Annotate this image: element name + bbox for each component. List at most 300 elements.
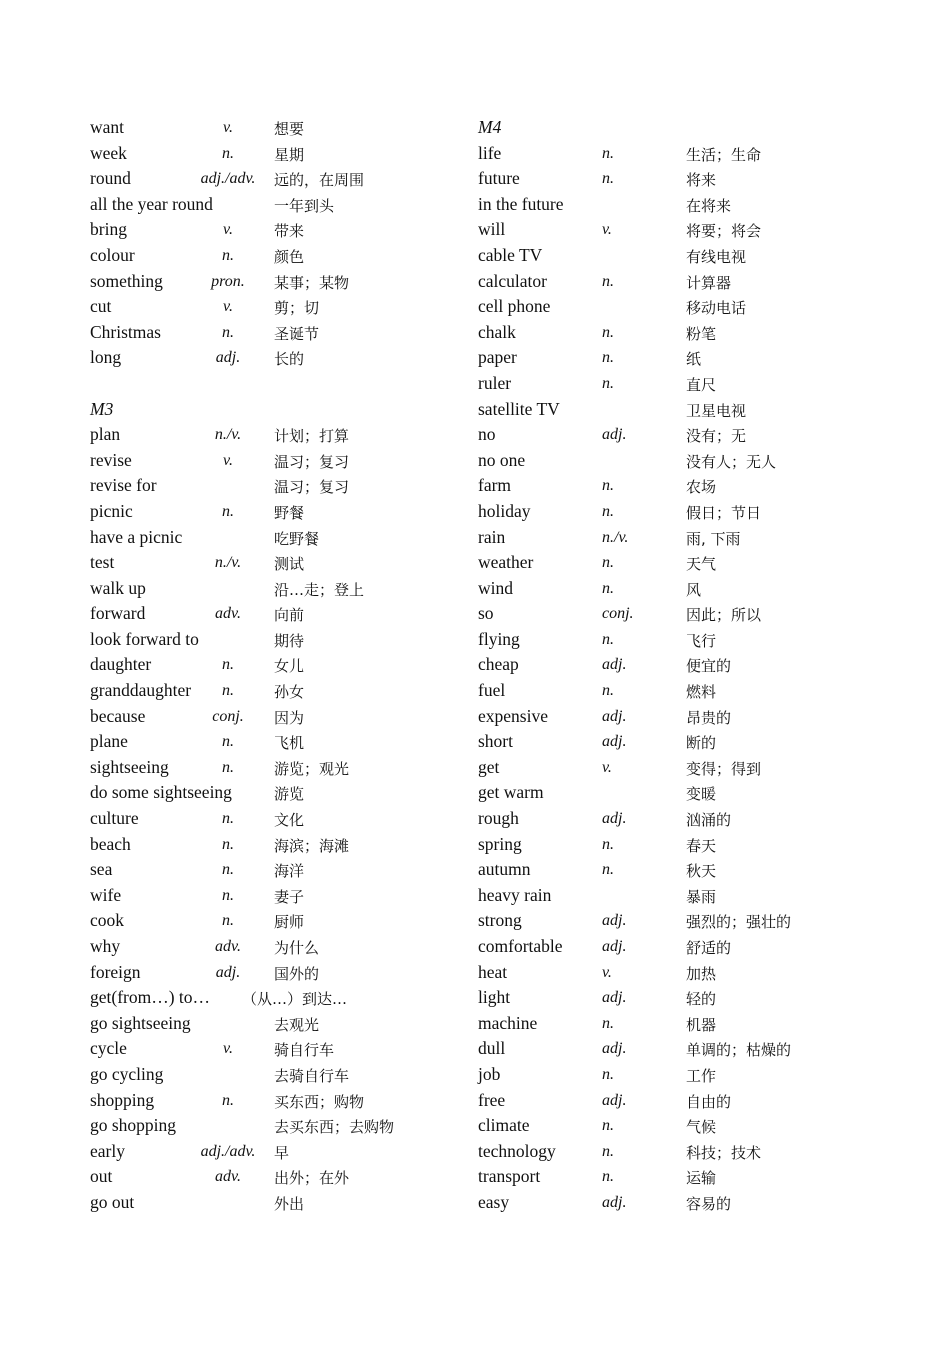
vocab-meaning: 春天 [686, 836, 717, 855]
vocab-row [90, 1036, 470, 1062]
vocab-word: heavy rain [478, 884, 552, 905]
part-of-speech: adv. [215, 938, 241, 955]
vocab-row [478, 166, 878, 192]
vocab-meaning: 文化 [274, 811, 305, 830]
vocab-row-special [90, 985, 470, 1011]
vocab-row [478, 729, 878, 755]
part-of-speech: conj. [212, 707, 244, 725]
vocab-word: no one [478, 449, 526, 470]
vocab-row [478, 755, 878, 781]
part-of-speech: n. [602, 144, 614, 162]
vocab-meaning: 颜色 [274, 247, 305, 266]
vocab-meaning: 汹涌的 [686, 811, 732, 830]
vocab-row [90, 217, 470, 243]
vocab-meaning: 出外；在外 [274, 1169, 350, 1188]
vocab-meaning: 秋天 [686, 862, 717, 881]
vocab-word: holiday [478, 500, 531, 521]
vocab-row [478, 525, 878, 551]
vocab-row [90, 780, 470, 806]
vocab-row [478, 934, 878, 960]
vocab-row [90, 729, 470, 755]
part-of-speech: adj. [602, 1040, 627, 1058]
vocab-row [90, 243, 470, 269]
vocab-word: strong [478, 910, 522, 931]
part-of-speech: n. [222, 144, 234, 162]
vocab-word: all the year round [90, 193, 213, 214]
vocab-row [90, 525, 470, 551]
vocab-meaning: 有线电视 [686, 247, 747, 266]
vocab-meaning: 将要；将会 [686, 222, 762, 241]
vocab-word: so [478, 603, 494, 624]
vocab-row [90, 832, 470, 858]
vocab-word: autumn [478, 859, 531, 880]
vocab-row [478, 627, 878, 653]
vocab-word: go out [90, 1191, 135, 1212]
vocab-row [90, 166, 470, 192]
vocab-word: chalk [478, 321, 516, 342]
vocab-meaning: 飞机 [274, 734, 305, 753]
vocab-word: calculator [478, 270, 547, 291]
vocab-meaning: 变得；得到 [686, 759, 762, 778]
vocab-meaning: 去骑自行车 [274, 1066, 350, 1085]
part-of-speech: n. [602, 1014, 614, 1032]
part-of-speech: v. [602, 221, 612, 239]
blank-row [90, 371, 470, 397]
part-of-speech: n. [602, 272, 614, 290]
part-of-speech: n./v. [214, 554, 242, 572]
vocab-row [90, 934, 470, 960]
part-of-speech: n. [222, 1091, 234, 1109]
vocab-row [478, 1011, 878, 1037]
vocab-row [478, 217, 878, 243]
section-heading-m4: M4 [478, 117, 502, 137]
vocab-row [478, 499, 878, 525]
vocab-row [478, 576, 878, 602]
vocab-word: long [90, 347, 122, 368]
vocab-row [90, 269, 470, 295]
vocab-row [478, 345, 878, 371]
part-of-speech: n. [222, 886, 234, 904]
vocab-meaning: 天气 [686, 555, 717, 574]
vocab-meaning: 纸 [686, 350, 702, 369]
part-of-speech: adj. [602, 912, 627, 930]
vocab-row [478, 294, 878, 320]
vocab-word: future [478, 168, 520, 189]
part-of-speech: v. [223, 1040, 233, 1058]
vocab-word: farm [478, 475, 512, 496]
vocab-word: want [90, 117, 125, 137]
vocab-row [90, 115, 470, 141]
part-of-speech: n. [602, 170, 614, 188]
vocab-meaning: 便宜的 [686, 657, 732, 676]
vocab-word: no [478, 424, 496, 445]
vocab-word: weather [478, 552, 534, 573]
right-column [478, 115, 878, 1216]
part-of-speech: n. [602, 323, 614, 341]
vocab-word: shopping [90, 1089, 155, 1110]
part-of-speech: adj. [602, 1193, 627, 1211]
vocab-meaning: 直尺 [686, 375, 717, 394]
part-of-speech: adj. [602, 707, 627, 725]
vocab-meaning: 昂贵的 [686, 708, 732, 727]
vocab-row [478, 192, 878, 218]
part-of-speech: conj. [602, 605, 634, 623]
vocab-row [90, 960, 470, 986]
vocab-meaning: 移动电话 [686, 299, 747, 318]
vocab-word: have a picnic [90, 526, 183, 547]
vocab-list-m3-cont [90, 1011, 470, 1216]
vocab-word: machine [478, 1012, 538, 1033]
vocab-row [478, 1139, 878, 1165]
vocab-row [478, 320, 878, 346]
vocab-word: week [90, 142, 127, 163]
vocab-word: walk up [90, 577, 146, 598]
part-of-speech: adj. [215, 963, 241, 981]
vocab-meaning: 强烈的；强壮的 [686, 913, 792, 932]
vocab-row [90, 192, 470, 218]
vocab-word: cycle [90, 1038, 127, 1059]
vocab-meaning: 将来 [686, 171, 717, 190]
vocab-word: comfortable [478, 936, 563, 956]
vocab-row [90, 883, 470, 909]
vocab-meaning: 早 [274, 1143, 290, 1162]
vocab-word: go shopping [90, 1115, 177, 1136]
vocab-word: dull [478, 1038, 506, 1059]
vocab-row [90, 1190, 470, 1216]
vocab-word: short [478, 731, 513, 752]
vocab-word: cheap [478, 654, 519, 675]
vocab-row [90, 627, 470, 653]
vocab-meaning: 野餐 [274, 503, 305, 522]
vocab-word: job [478, 1063, 501, 1084]
vocab-row [90, 678, 470, 704]
vocab-word: revise for [90, 475, 157, 496]
vocab-word: wind [478, 577, 513, 598]
vocab-row [478, 243, 878, 269]
vocab-word: culture [90, 808, 139, 829]
part-of-speech: n. [602, 1168, 614, 1186]
vocab-word: fuel [478, 680, 506, 701]
vocab-word: in the future [478, 193, 564, 214]
vocab-word: ruler [478, 372, 512, 393]
vocab-word: get [478, 756, 500, 777]
vocab-row [90, 755, 470, 781]
vocab-meaning: 海滨；海滩 [274, 836, 350, 855]
vocab-meaning: 暴雨 [686, 887, 717, 906]
part-of-speech: n. [222, 733, 234, 751]
vocab-word: cook [90, 910, 125, 931]
vocab-meaning: 星期 [274, 145, 305, 164]
vocab-word: transport [478, 1166, 541, 1187]
part-of-speech: n. [602, 554, 614, 572]
vocab-meaning: 因此；所以 [686, 606, 762, 625]
vocab-meaning: 在将来 [686, 196, 732, 215]
part-of-speech: adj. [602, 733, 627, 751]
vocab-word: life [478, 142, 502, 163]
vocab-word: beach [90, 833, 131, 854]
vocab-meaning: 卫星电视 [686, 401, 747, 420]
vocab-word: bring [90, 219, 127, 240]
part-of-speech: adj. [602, 810, 627, 828]
vocab-meaning: 没有；无 [686, 427, 747, 446]
part-of-speech: adj. [602, 426, 627, 444]
part-of-speech: n./v. [214, 426, 242, 444]
vocab-word: colour [90, 244, 135, 265]
part-of-speech: v. [223, 451, 233, 469]
vocab-row [90, 1088, 470, 1114]
vocab-word: paper [478, 347, 517, 368]
vocab-meaning: 孙女 [274, 683, 305, 702]
part-of-speech: n./v. [602, 528, 629, 546]
part-of-speech: n. [222, 682, 234, 700]
part-of-speech: v. [223, 119, 233, 136]
vocab-word: round [90, 168, 131, 189]
vocab-row [478, 397, 878, 423]
vocab-meaning: 科技；技术 [686, 1143, 762, 1162]
vocab-meaning: 想要 [274, 120, 305, 138]
section-heading-m3: M3 [90, 398, 114, 419]
part-of-speech: n. [222, 835, 234, 853]
vocab-word: go sightseeing [90, 1012, 191, 1033]
part-of-speech: v. [602, 758, 612, 776]
vocab-meaning: 去观光 [274, 1015, 320, 1034]
part-of-speech: n. [602, 502, 614, 520]
vocab-meaning: 游览；观光 [274, 759, 350, 778]
vocab-row [90, 1011, 470, 1037]
vocab-meaning: 飞行 [686, 631, 717, 650]
vocab-meaning: 温习；复习 [274, 452, 350, 471]
vocab-row [478, 780, 878, 806]
vocab-meaning: 剪；切 [274, 299, 320, 318]
part-of-speech: v. [602, 963, 612, 981]
vocab-row [90, 499, 470, 525]
vocab-word: will [478, 219, 506, 240]
vocab-meaning: 雨, 下雨 [686, 529, 741, 548]
vocab-meaning: 粉笔 [686, 324, 717, 343]
vocab-meaning: 海洋 [274, 862, 305, 881]
vocab-meaning: 单调的；枯燥的 [686, 1041, 792, 1060]
vocab-word: look forward to [90, 628, 199, 649]
vocab-row [478, 678, 878, 704]
part-of-speech: n. [222, 758, 234, 776]
vocab-meaning: 风 [686, 580, 702, 599]
vocab-row [478, 1062, 878, 1088]
vocab-meaning: 女儿 [274, 657, 305, 676]
part-of-speech: n. [602, 1065, 614, 1083]
vocab-meaning: 测试 [274, 555, 305, 574]
vocab-row [478, 960, 878, 986]
vocab-word: satellite TV [478, 398, 560, 419]
left-column [90, 115, 470, 1216]
part-of-speech: adv. [215, 1168, 241, 1186]
vocab-row [478, 832, 878, 858]
vocab-row [90, 1139, 470, 1165]
vocab-meaning: 厨师 [274, 913, 305, 932]
vocab-row [90, 576, 470, 602]
part-of-speech: v. [223, 298, 233, 316]
part-of-speech: adj. [602, 938, 627, 955]
vocab-meaning: 妻子 [274, 887, 305, 906]
vocab-row [478, 448, 878, 474]
part-of-speech: adj. [215, 349, 241, 367]
vocab-meaning: 运输 [686, 1169, 717, 1188]
vocab-meaning: 游览 [274, 785, 305, 804]
vocab-meaning: 断的 [686, 734, 717, 753]
part-of-speech: n. [602, 1142, 614, 1160]
vocab-word: something [90, 270, 163, 291]
section-heading-row [478, 115, 878, 141]
vocab-word: easy [478, 1191, 510, 1212]
vocab-meaning: 圣诞节 [274, 324, 320, 343]
part-of-speech: n. [222, 810, 234, 828]
vocab-row [478, 371, 878, 397]
vocab-row [90, 448, 470, 474]
part-of-speech: n. [602, 374, 614, 392]
vocab-row [478, 141, 878, 167]
vocab-row [90, 320, 470, 346]
vocab-meaning: （从…）到达… [242, 990, 348, 1009]
vocab-row [478, 857, 878, 883]
vocab-word: cut [90, 296, 112, 317]
vocab-word: plane [90, 731, 128, 752]
vocab-list-m3 [90, 422, 470, 985]
vocab-row [90, 550, 470, 576]
vocab-meaning: 国外的 [274, 964, 320, 983]
vocab-word: Christmas [90, 321, 161, 342]
vocab-meaning: 带来 [274, 222, 305, 241]
vocab-word: rough [478, 808, 519, 829]
vocab-row [478, 985, 878, 1011]
vocab-meaning: 去买东西；去购物 [274, 1118, 395, 1137]
vocab-meaning: 外出 [274, 1194, 305, 1213]
vocab-meaning: 假日；节日 [686, 503, 762, 522]
vocab-row [90, 422, 470, 448]
part-of-speech: pron. [211, 272, 245, 290]
vocab-row [478, 883, 878, 909]
vocab-word: why [90, 936, 121, 956]
vocab-row [90, 704, 470, 730]
vocab-meaning: 农场 [686, 478, 717, 497]
vocab-meaning: 远的，在周围 [274, 171, 365, 190]
vocab-row [478, 1164, 878, 1190]
vocab-word: flying [478, 628, 520, 649]
vocab-row [478, 1190, 878, 1216]
part-of-speech: adj. [602, 989, 627, 1007]
vocab-row [90, 1164, 470, 1190]
vocab-word: out [90, 1166, 113, 1187]
vocab-meaning: 轻的 [686, 990, 717, 1009]
vocab-word: technology [478, 1140, 556, 1161]
vocab-row [478, 1113, 878, 1139]
vocab-meaning: 工作 [686, 1066, 717, 1085]
vocab-word: climate [478, 1115, 530, 1136]
vocab-word: cable TV [478, 244, 543, 265]
vocab-meaning: 自由的 [686, 1092, 732, 1111]
vocab-meaning: 舒适的 [686, 939, 732, 957]
vocab-meaning: 某事；某物 [274, 273, 350, 292]
part-of-speech: n. [222, 912, 234, 930]
vocab-word: cell phone [478, 296, 551, 317]
vocab-meaning: 温习；复习 [274, 478, 350, 497]
vocab-word: because [90, 705, 146, 726]
vocab-word: rain [478, 526, 506, 547]
vocab-meaning: 向前 [274, 606, 305, 625]
part-of-speech: n. [222, 502, 234, 520]
part-of-speech: n. [602, 682, 614, 700]
vocab-meaning: 吃野餐 [274, 529, 320, 548]
vocab-word: sightseeing [90, 756, 169, 777]
vocab-word: picnic [90, 500, 133, 521]
vocab-word: expensive [478, 705, 548, 726]
vocab-word: early [90, 1140, 125, 1161]
vocab-meaning: 燃料 [686, 683, 717, 702]
vocab-meaning: 一年到头 [274, 196, 335, 215]
vocab-meaning: 因为 [274, 708, 305, 727]
vocab-word: foreign [90, 961, 141, 982]
vocab-row [478, 550, 878, 576]
vocab-meaning: 长的 [274, 350, 305, 369]
vocab-word: get(from…) to… [90, 987, 211, 1008]
vocab-word: get warm [478, 782, 544, 803]
vocab-word: free [478, 1089, 506, 1110]
vocab-meaning: 为什么 [274, 939, 320, 957]
part-of-speech: n. [602, 861, 614, 879]
vocab-meaning: 气候 [686, 1118, 717, 1137]
vocab-word: forward [90, 603, 146, 624]
vocab-meaning: 买东西；购物 [274, 1092, 365, 1111]
vocab-row [90, 857, 470, 883]
vocab-row [90, 1062, 470, 1088]
vocab-row [90, 806, 470, 832]
vocab-word: heat [478, 961, 508, 982]
part-of-speech: n. [602, 349, 614, 367]
vocab-row [90, 601, 470, 627]
vocab-row [478, 704, 878, 730]
part-of-speech: adj./adv. [200, 170, 256, 188]
vocab-row [478, 1088, 878, 1114]
vocab-word: wife [90, 884, 122, 905]
vocab-word: test [90, 552, 115, 573]
vocab-meaning: 机器 [686, 1015, 717, 1034]
vocab-meaning: 骑自行车 [274, 1041, 335, 1060]
vocab-row [478, 473, 878, 499]
vocab-row [478, 422, 878, 448]
part-of-speech: n. [222, 246, 234, 264]
vocab-meaning: 变暖 [686, 785, 717, 804]
vocab-meaning: 沿…走；登上 [274, 580, 365, 599]
vocab-row [478, 1036, 878, 1062]
vocab-row [478, 652, 878, 678]
vocab-row [90, 473, 470, 499]
vocab-meaning: 容易的 [686, 1194, 732, 1213]
vocab-meaning: 计划；打算 [274, 427, 350, 446]
part-of-speech: v. [223, 221, 233, 239]
vocab-meaning: 计算器 [686, 273, 732, 292]
part-of-speech: n. [602, 630, 614, 648]
vocab-word: spring [478, 833, 522, 854]
vocab-list-m4 [478, 141, 878, 1216]
vocab-row [478, 269, 878, 295]
vocab-word: light [478, 987, 511, 1008]
vocab-meaning: 加热 [686, 964, 717, 983]
vocab-row [90, 141, 470, 167]
vocab-row [90, 652, 470, 678]
part-of-speech: n. [222, 323, 234, 341]
part-of-speech: n. [222, 656, 234, 674]
vocab-word: go cycling [90, 1063, 164, 1084]
part-of-speech: n. [602, 477, 614, 495]
vocab-row [478, 601, 878, 627]
